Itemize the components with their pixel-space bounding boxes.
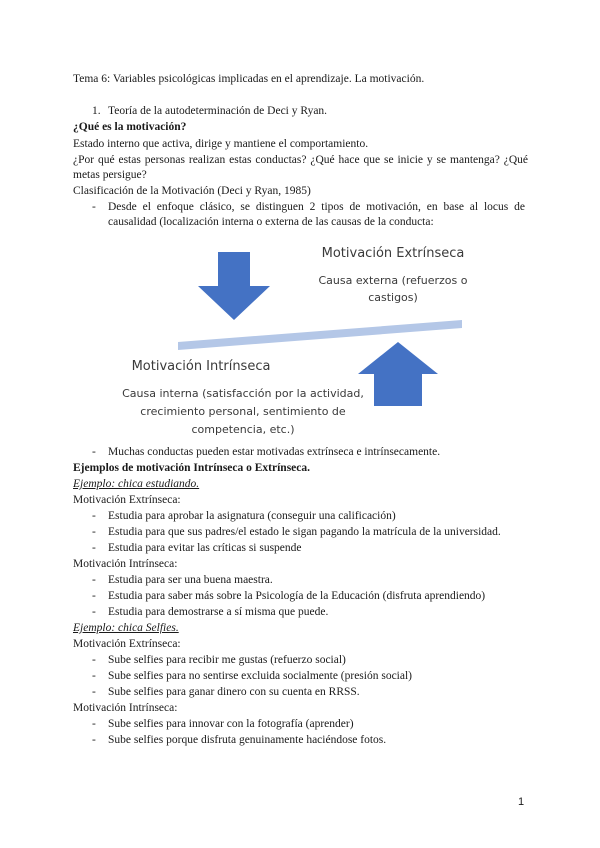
bullet-dash: - xyxy=(92,590,96,602)
example1-intrinsic-label: Motivación Intrínseca: xyxy=(73,558,178,570)
list-item: Sube selfies porque disfruta genuinamente haciéndose fotos. xyxy=(108,734,387,746)
page-number: 1 xyxy=(518,796,525,808)
bullet-dash: - xyxy=(92,718,96,730)
question-heading: ¿Qué es la motivación? xyxy=(73,121,187,133)
section-number: 1. xyxy=(92,105,101,117)
up-arrow-icon xyxy=(358,342,438,406)
definition-text: Estado interno que activa, dirige y mantiene el comportamiento. xyxy=(73,138,369,150)
bullet-dash: - xyxy=(92,734,96,746)
list-item: Sube selfies para ganar dinero con su cuenta en RRSS. xyxy=(108,686,360,698)
list-item: Estudia para saber más sobre la Psicología de la Educación (disfruta aprendiendo) xyxy=(108,590,486,602)
questions-text: ¿Por qué estas personas realizan estas conductas? ¿Qué hace que se inicie y se mantenga? ¿Qué metas persigue? xyxy=(73,154,528,181)
motivation-diagram xyxy=(120,238,480,443)
intrinsic-desc-3: competencia, etc.) xyxy=(191,423,295,436)
list-item: Estudia para evitar las críticas si suspende xyxy=(108,542,302,554)
bullet-dash: - xyxy=(92,654,96,666)
intrinsic-title: Motivación Intrínseca xyxy=(131,359,271,374)
bullet-dash: - xyxy=(92,526,96,538)
example1-label: Ejemplo: chica estudiando. xyxy=(73,478,200,490)
example2-intrinsic-label: Motivación Intrínseca: xyxy=(73,702,178,714)
balance-bar xyxy=(178,320,462,350)
document-title: Tema 6: Variables psicológicas implicadas en el aprendizaje. La motivación. xyxy=(73,73,425,85)
list-item: Estudia para que sus padres/el estado le sigan pagando la matrícula de la universidad. xyxy=(108,526,501,538)
list-item: Estudia para aprobar la asignatura (conseguir una calificación) xyxy=(108,510,396,522)
bullet-dash: - xyxy=(92,686,96,698)
list-item: Sube selfies para innovar con la fotografía (aprender) xyxy=(108,718,354,730)
bullet-dash: - xyxy=(92,201,96,213)
examples-heading: Ejemplos de motivación Intrínseca o Extrínseca. xyxy=(73,462,311,474)
bullet-dash: - xyxy=(92,446,96,458)
bullet-dash: - xyxy=(92,574,96,586)
list-item: Estudia para ser una buena maestra. xyxy=(108,574,273,586)
bullet-dash: - xyxy=(92,606,96,618)
extrinsic-title: Motivación Extrínseca xyxy=(321,246,465,261)
list-item: Sube selfies para recibir me gustas (refuerzo social) xyxy=(108,654,346,666)
bullet-dash: - xyxy=(92,670,96,682)
example1-extrinsic-label: Motivación Extrínseca: xyxy=(73,494,181,506)
example2-extrinsic-label: Motivación Extrínseca: xyxy=(73,638,181,650)
classification-text: Clasificación de la Motivación (Deci y Ryan, 1985) xyxy=(73,185,311,197)
intrinsic-desc-1: Causa interna (satisfacción por la actividad, xyxy=(122,387,364,400)
extrinsic-desc-2: castigos) xyxy=(368,291,418,304)
both-motivation-text: Muchas conductas pueden estar motivadas extrínseca e intrínsecamente. xyxy=(108,446,441,458)
section-heading: Teoría de la autodeterminación de Deci y Ryan. xyxy=(108,105,328,117)
example2-label: Ejemplo: chica Selfies. xyxy=(73,622,179,634)
list-item: Sube selfies para no sentirse excluida socialmente (presión social) xyxy=(108,670,413,682)
extrinsic-desc-1: Causa externa (refuerzos o xyxy=(318,274,468,287)
bullet-dash: - xyxy=(92,510,96,522)
classic-approach-text: Desde el enfoque clásico, se distinguen 2 tipos de motivación, en base al locus de causalidad (localización interna o externa de las causas de la conducta: xyxy=(108,201,525,228)
intrinsic-desc-2: crecimiento personal, sentimiento de xyxy=(140,405,346,418)
down-arrow-icon xyxy=(198,252,270,320)
bullet-dash: - xyxy=(92,542,96,554)
list-item: Estudia para demostrarse a sí misma que puede. xyxy=(108,606,329,618)
